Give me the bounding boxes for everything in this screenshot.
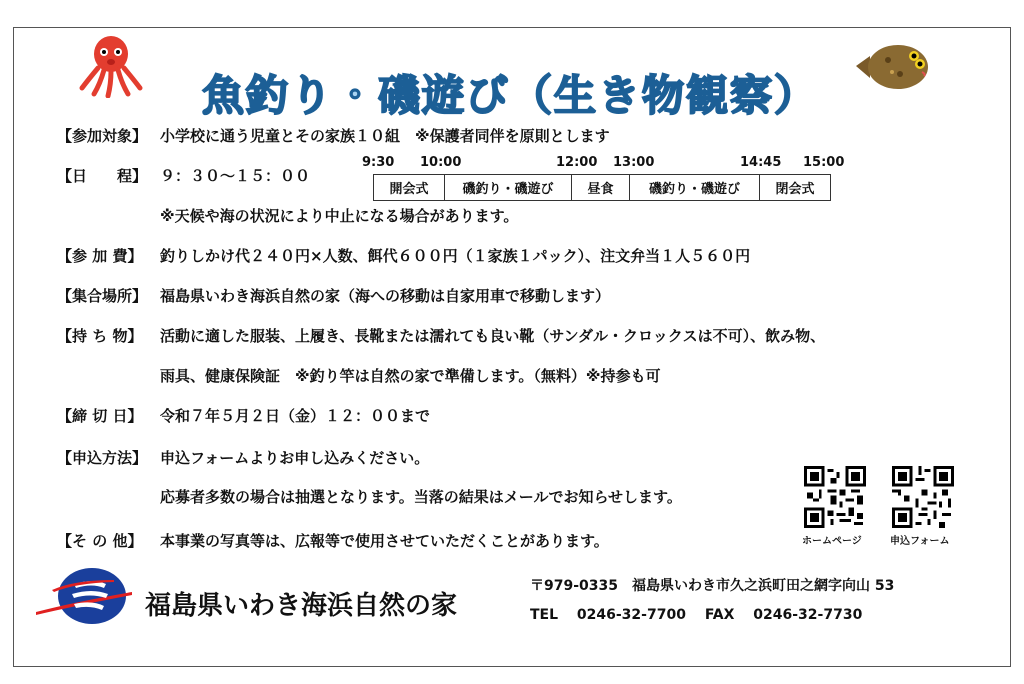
schedule-table <box>373 174 831 201</box>
label-fee: 【参 加 費】 <box>57 247 143 265</box>
octopus-illustration <box>78 32 144 98</box>
apply-line2: 応募者多数の場合は抽選となります。当落の結果はメールでお知らせします。 <box>160 488 682 506</box>
schedule-cell: 昼食 <box>572 175 630 201</box>
text-other: 本事業の写真等は、広報等で使用させていただくことがあります。 <box>160 532 609 550</box>
text-fee: 釣りしかけ代２４０円×人数、餌代６００円（１家族１パック）、注文弁当１人５６０円 <box>160 247 751 265</box>
label-place: 【集合場所】 <box>57 287 148 305</box>
items-line2: 雨具、健康保険証 ※釣り竿は自然の家で準備します。（無料）※持参も可 <box>160 367 661 385</box>
row-deadline <box>57 406 430 426</box>
text-deadline: 令和７年５月２日（金）１２：００まで <box>160 407 431 425</box>
label-date: 【日 程】 <box>57 167 148 185</box>
label-items: 【持 ち 物】 <box>57 327 143 345</box>
time-5: 15:00 <box>803 155 845 170</box>
row-target <box>57 126 610 146</box>
contact-phone-fax: TEL 0246-32-7700 FAX 0246-32-7730 <box>530 607 863 623</box>
row-date <box>57 166 310 186</box>
time-4: 14:45 <box>740 155 782 170</box>
address: 〒979-0335 福島県いわき市久之浜町田之網字向山 53 <box>530 578 895 594</box>
text-items: 活動に適した服装、上履き、長靴または濡れても良い靴（サンダル・クロックスは不可）、飲み物、 <box>160 327 826 345</box>
row-fee <box>57 246 750 266</box>
application-form-qr-caption: 申込フォーム <box>890 536 950 547</box>
label-apply: 【申込方法】 <box>57 449 148 467</box>
schedule-cell: 磯釣り・磯遊び <box>630 175 760 201</box>
homepage-qr-caption: ホームページ <box>802 536 862 547</box>
facility-logo <box>34 562 134 630</box>
flounder-fish-illustration <box>852 38 934 96</box>
schedule-cell: 開会式 <box>374 175 445 201</box>
schedule-cell: 磯釣り・磯遊び <box>445 175 572 201</box>
row-other <box>57 531 609 551</box>
date-note: ※天候や海の状況により中止になる場合があります。 <box>160 207 519 225</box>
text-apply: 申込フォームよりお申し込みください。 <box>160 449 430 467</box>
row-apply <box>57 448 429 468</box>
time-0: 9:30 <box>362 155 395 170</box>
text-place: 福島県いわき海浜自然の家（海への移動は自家用車で移動します） <box>160 287 611 305</box>
schedule-cell: 閉会式 <box>760 175 831 201</box>
label-deadline: 【締 切 日】 <box>57 407 143 425</box>
page-title: 魚釣り・磯遊び（生き物観察） <box>201 71 818 121</box>
homepage-qr-code[interactable] <box>804 466 866 528</box>
time-2: 12:00 <box>556 155 598 170</box>
label-other: 【そ の 他】 <box>57 532 143 550</box>
organization-name: 福島県いわき海浜自然の家 <box>145 591 458 621</box>
application-form-qr-code[interactable] <box>892 466 954 528</box>
text-date: ９：３０～１５：００ <box>160 167 311 185</box>
label-target: 【参加対象】 <box>57 127 148 145</box>
time-1: 10:00 <box>420 155 462 170</box>
time-3: 13:00 <box>613 155 655 170</box>
text-target: 小学校に通う児童とその家族１０組 ※保護者同伴を原則とします <box>160 127 610 145</box>
row-place <box>57 286 610 306</box>
row-items <box>57 326 825 346</box>
